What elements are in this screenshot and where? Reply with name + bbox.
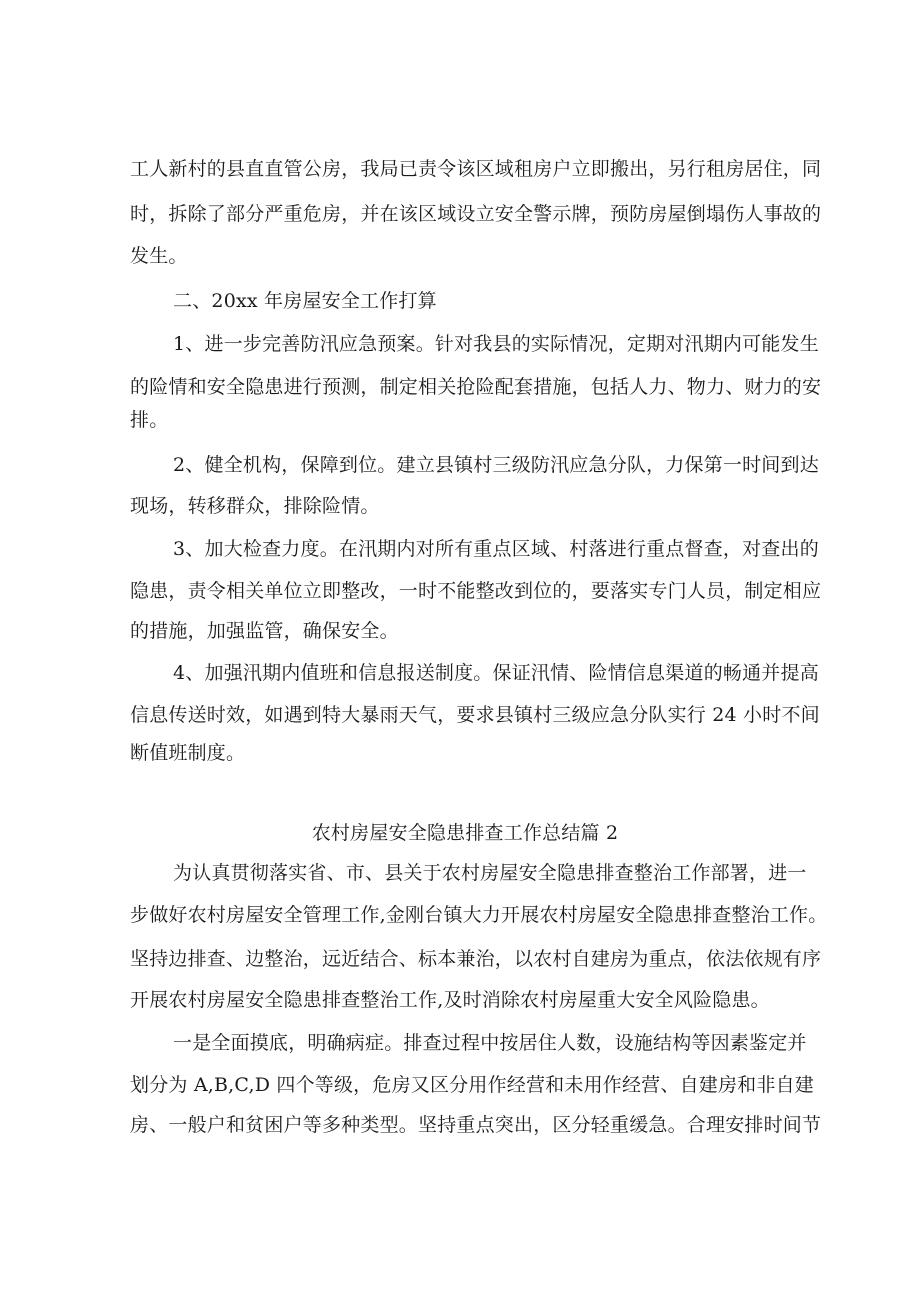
article-title: 农村房屋安全隐患排查工作总结篇 2 bbox=[311, 822, 619, 844]
paragraph-line: 隐患，责令相关单位立即整改，一时不能整改到位的，要落实专门人员，制定相应 bbox=[130, 580, 822, 602]
paragraph-line: 一是全面摸底，明确病症。排查过程中按居住人数，设施结构等因素鉴定并 bbox=[173, 1032, 807, 1054]
paragraph-line: 2、健全机构，保障到位。建立县镇村三级防汛应急分队，力保第一时间到达 bbox=[173, 454, 819, 476]
paragraph-line: 的险情和安全隐患进行预测，制定相关抢险配套措施，包括人力、物力、财力的安 bbox=[130, 376, 822, 398]
paragraph-line: 步做好农村房屋安全管理工作,金刚台镇大力开展农村房屋安全隐患排查整治工作。 bbox=[130, 904, 828, 926]
paragraph-line: 开展农村房屋安全隐患排查整治工作,及时消除农村房屋重大安全风险隐患。 bbox=[130, 989, 770, 1011]
paragraph-line: 断值班制度。 bbox=[130, 742, 246, 764]
paragraph-line: 的措施，加强监管，确保安全。 bbox=[130, 620, 399, 642]
paragraph-line: 为认真贯彻落实省、市、县关于农村房屋安全隐患排查整治工作部署，进一 bbox=[173, 862, 807, 884]
paragraph-line: 发生。 bbox=[130, 245, 188, 267]
paragraph-line: 房、一般户和贫困户等多种类型。坚持重点突出，区分轻重缓急。合理安排时间节 bbox=[130, 1114, 822, 1136]
paragraph-line: 4、加强汛期内值班和信息报送制度。保证汛情、险情信息渠道的畅通并提高 bbox=[173, 662, 819, 684]
paragraph-line: 1、进一步完善防汛应急预案。针对我县的实际情况，定期对汛期内可能发生 bbox=[173, 333, 819, 355]
section-heading: 二、20xx 年房屋安全工作打算 bbox=[173, 290, 437, 312]
paragraph-line: 排。 bbox=[130, 409, 169, 431]
paragraph-line: 坚持边排查、边整治，远近结合、标本兼治，以农村自建房为重点，依法依规有序 bbox=[130, 948, 822, 970]
paragraph-line: 信息传送时效，如遇到特大暴雨天气，要求县镇村三级应急分队实行 24 小时不间 bbox=[130, 704, 820, 726]
paragraph-line: 工人新村的县直直管公房，我局已责令该区域租房户立即搬出，另行租房居住，同 bbox=[130, 158, 822, 180]
paragraph-line: 3、加大检查力度。在汛期内对所有重点区域、村落进行重点督查，对查出的 bbox=[173, 538, 819, 560]
paragraph-line: 时，拆除了部分严重危房，并在该区域设立安全警示牌，预防房屋倒塌伤人事故的 bbox=[130, 203, 822, 225]
paragraph-line: 划分为 A,B,C,D 四个等级，危房又区分用作经营和未用作经营、自建房和非自建 bbox=[130, 1074, 814, 1096]
paragraph-line: 现场，转移群众，排除险情。 bbox=[130, 495, 380, 517]
